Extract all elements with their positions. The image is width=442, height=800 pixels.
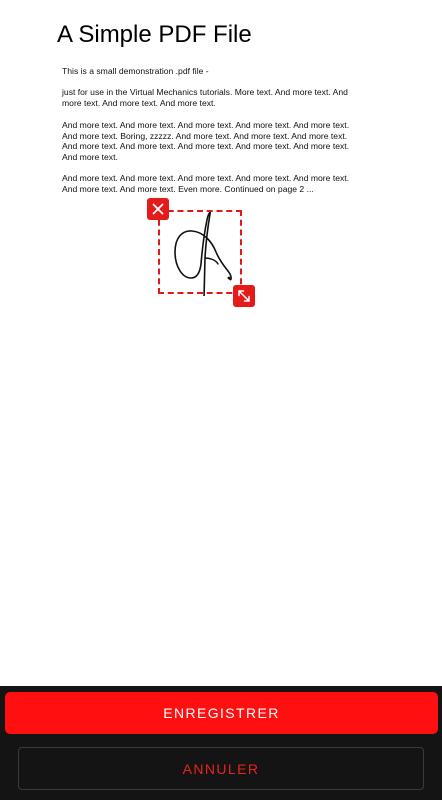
delete-signature-button[interactable]	[147, 198, 169, 220]
document-paragraph: And more text. And more text. And more text. And more text. And more text. And more text. And more text. Even more. Continued on page 2 ...	[62, 173, 350, 194]
signature-drawing	[160, 212, 244, 296]
document-paragraph: And more text. And more text. And more text. And more text. And more text. And more text. Boring, zzzzz. And more text. And more text. And more text. And more text. And more text. And more text. And more text. And more text. And more text.	[62, 120, 350, 162]
cancel-button[interactable]: ANNULER	[18, 747, 424, 790]
document-paragraph: just for use in the Virtual Mechanics tutorials. More text. And more text. And more text. And more text. And more text.	[62, 87, 348, 108]
resize-signature-handle[interactable]	[233, 285, 255, 307]
resize-diagonal-icon	[237, 289, 251, 303]
document-paragraph: This is a small demonstration .pdf file -	[62, 66, 209, 76]
close-icon	[152, 203, 164, 215]
signature-selection-box[interactable]	[158, 210, 242, 294]
document-title: A Simple PDF File	[57, 21, 252, 48]
save-button[interactable]: ENREGISTRER	[5, 692, 438, 734]
